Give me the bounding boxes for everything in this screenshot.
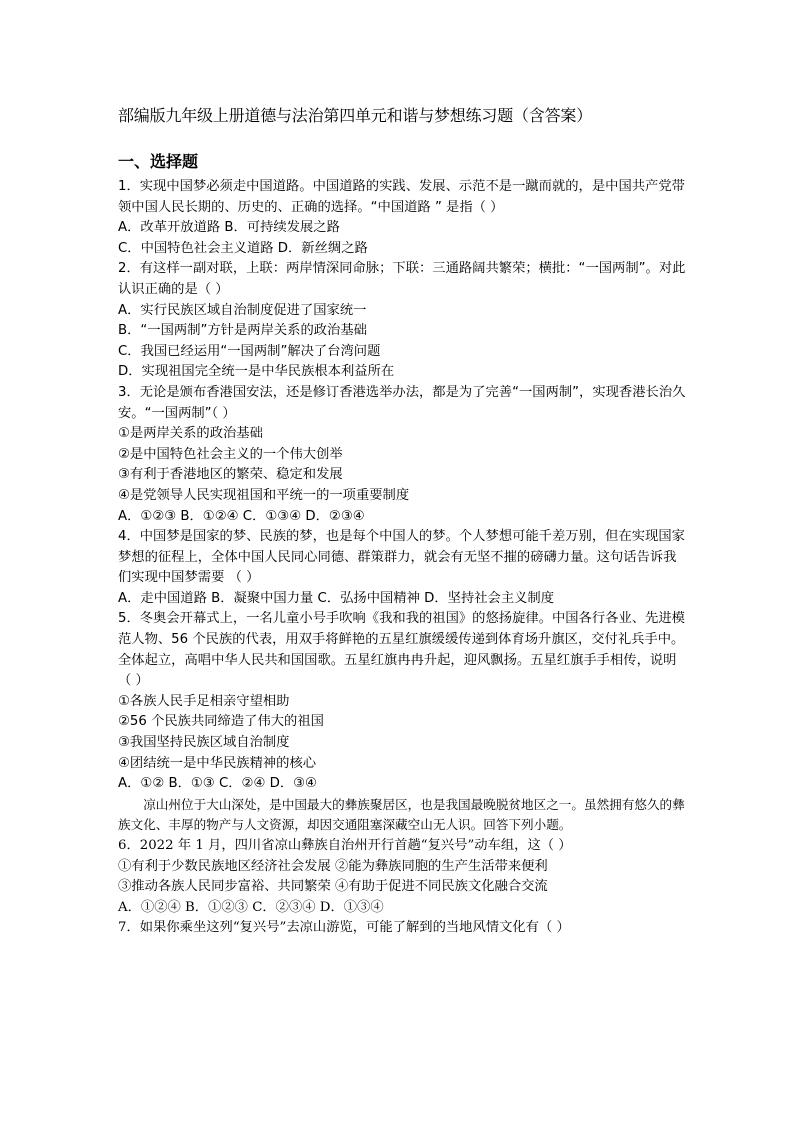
statement-4: ④团结统一是中华民族精神的核心 xyxy=(118,755,317,771)
option-d: D．实现祖国完全统一是中华民族根本利益所在 xyxy=(118,364,395,380)
statement-2: ②56 个民族共同缔造了伟大的祖国 xyxy=(118,714,324,730)
document-page xyxy=(118,104,688,939)
question-6 xyxy=(118,836,688,918)
question-4 xyxy=(118,527,688,609)
option-a: A．实行民族区域自治制度促进了国家统一 xyxy=(118,302,367,318)
statement-1: ①各族人民手足相亲守望相助 xyxy=(118,693,290,709)
option-line: A．走中国道路 B．凝聚中国力量 C．弘扬中国精神 D．坚持社会主义制度 xyxy=(118,590,555,606)
question-stem: 1．实现中国梦必须走中国道路。中国道路的实践、发展、示范不是一蹴而就的，是中国共产党带领中国人民长期的、历史的、正确的选择。“中国道路 ” 是指（ ） xyxy=(118,179,685,215)
statement-3: ③我国坚持民族区域自治制度 xyxy=(118,735,290,751)
question-stem: 6．2022 年 1 月，四川省凉山彝族自治州开行首趟“复兴号”动车组，这（ ） xyxy=(118,838,572,853)
statements-3-4: ③推动各族人民同步富裕、共同繁荣 ④有助于促进不同民族文化融合交流 xyxy=(118,879,548,895)
statement-1: ①是两岸关系的政治基础 xyxy=(118,426,263,442)
statement-3: ③有利于香港地区的繁荣、稳定和发展 xyxy=(118,467,343,483)
statements-1-2: ①有利于少数民族地区经济社会发展 ②能为彝族同胞的生产生活带来便利 xyxy=(118,858,548,874)
section-heading: 一、选择题 xyxy=(118,152,199,171)
statement-4: ④是党领导人民实现祖国和平统一的一项重要制度 xyxy=(118,487,410,503)
passage-text: 凉山州位于大山深处，是中国最大的彝族聚居区，也是我国最晚脱贫地区之一。虽然拥有悠久的彝族文化、丰厚的物产与人文资源，却因交通阻塞深藏空山无人识。回答下列小题。 xyxy=(118,796,685,833)
question-stem: 2．有这样一副对联，上联：两岸情深同命脉；下联：三通路阔共繁荣；横批：“一国两制”。对此认识正确的是（ ） xyxy=(118,261,686,297)
option-line: A．改革开放道路 B．可持续发展之路 xyxy=(118,220,340,236)
question-stem: 5．冬奥会开幕式上，一名儿童小号手吹响《我和我的祖国》的悠扬旋律。中国各行各业、先进模范人物、56 个民族的代表，用双手将鲜艳的五星红旗缓缓传递到体育场升旗区，交付礼兵手中。全体起立，高唱中华人民共和国国歌。五星红旗冉冉升起，迎风飘扬。五星红旗手手相传，说明（ ） xyxy=(118,611,685,689)
reading-passage xyxy=(118,795,688,836)
document-title: 部编版九年级上册道德与法治第四单元和谐与梦想练习题（含答案） xyxy=(118,106,593,125)
option-line: A．①②④ B．①②③ C．②③④ D．①③④ xyxy=(118,899,384,915)
option-line: A．①② B．①③ C．②④ D．③④ xyxy=(118,776,317,792)
question-stem: 3．无论是颁布香港国安法，还是修订香港选举办法，都是为了完善“一国两制”，实现香港长治久安。“一国两制”（ ） xyxy=(118,384,686,421)
question-1 xyxy=(118,177,688,259)
question-7 xyxy=(118,918,688,939)
option-line: C．中国特色社会主义道路 D．新丝绸之路 xyxy=(118,240,368,256)
statement-2: ②是中国特色社会主义的一个伟大创举 xyxy=(118,446,343,462)
option-c: C．我国已经运用“一国两制”解决了台湾问题 xyxy=(118,343,381,359)
option-line: A．①②③ B．①②④ C．①③④ D．②③④ xyxy=(118,508,365,524)
question-5 xyxy=(118,609,688,794)
option-b: B．“一国两制”方针是两岸关系的政治基础 xyxy=(118,323,367,339)
question-stem: 7．如果你乘坐这列“复兴号”去凉山游览，可能了解到的当地风情文化有（ ） xyxy=(118,920,570,936)
question-stem: 4．中国梦是国家的梦、民族的梦，也是每个中国人的梦。个人梦想可能千差万别，但在实现国家梦想的征程上，全体中国人民同心同德、群策群力，就会有无坚不摧的磅礴力量。这句话告诉我们实现中国梦需要 （ ） xyxy=(118,529,685,586)
question-3 xyxy=(118,383,688,527)
question-2 xyxy=(118,259,688,383)
